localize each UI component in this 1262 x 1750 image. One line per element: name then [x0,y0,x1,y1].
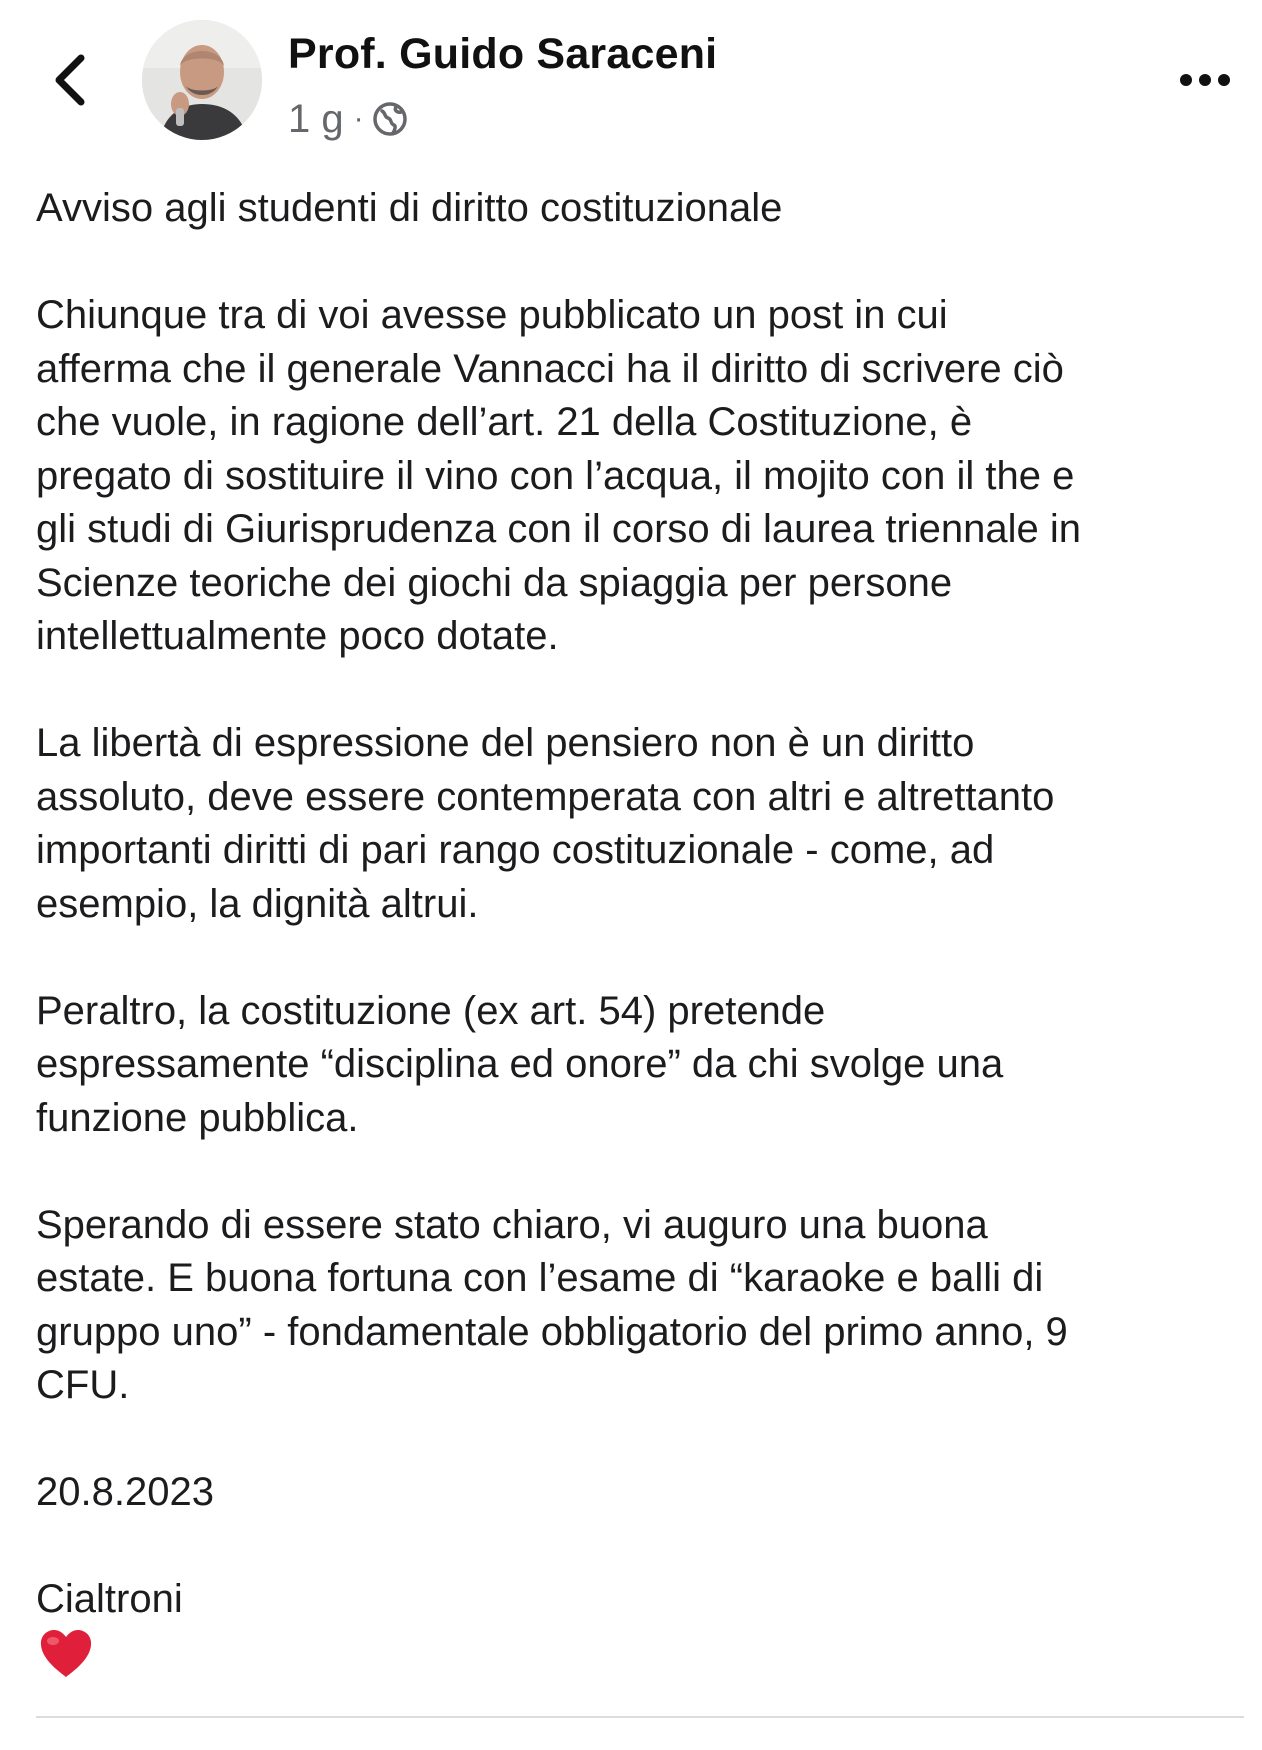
post-date: 20.8.2023 [36,1470,214,1514]
post-text-line: funzione pubblica. [36,1095,359,1140]
post-text-line: esempio, la dignità altrui. [36,881,479,926]
post-text-line: Scienze teoriche dei giochi da spiaggia per persone [36,560,953,605]
paragraph-gap [36,236,1246,290]
post-text-line: pregato di sostituire il vino con l’acqua, il mojito con il the e [36,453,1075,498]
post-text-line: espressamente “disciplina ed onore” da chi svolge una [36,1042,1004,1086]
paragraph-gap [36,1145,1246,1199]
post-text-line: gli studi di Giurisprudenza con il corso di laurea triennale in [36,507,1081,551]
post-text-line: estate. E buona fortuna con l’esame di “karaoke e balli di [36,1256,1044,1300]
back-button[interactable] [44,50,96,110]
avatar-photo [142,20,262,140]
paragraph-gap [36,1413,1246,1467]
paragraph-gap [36,664,1246,718]
post-text-line: Peraltro, la costituzione (ex art. 54) pretende [36,988,826,1033]
post-divider [36,1716,1244,1718]
post-text-line: intellettualmente poco dotate. [36,614,559,658]
author-name[interactable]: Prof. Guido Saraceni [288,30,718,78]
post-text-line: importanti diritti di pari rango costituzionale - come, ad [36,828,995,872]
post-text-line: assoluto, deve essere contemperata con altri e altrettanto [36,774,1055,819]
post-text-line: CFU. [36,1363,130,1407]
post-header [0,0,1262,160]
post-text-line: Sperando di essere stato chiaro, vi auguro una buona [36,1202,988,1247]
author-avatar[interactable] [142,20,262,140]
post-signoff: Cialtroni [36,1577,183,1621]
post-heading: Avviso agli studenti di diritto costituzionale [36,186,783,230]
more-options-button[interactable] [1175,62,1235,98]
meta-separator: · [353,102,364,135]
chevron-left-icon [53,54,87,106]
post-text-line: Chiunque tra di voi avesse pubblicato un post in cui [36,293,948,337]
more-options-icon [1179,73,1231,87]
post-text-line: che vuole, in ragione dell’art. 21 della Costituzione, è [36,400,973,444]
post-meta [288,94,408,144]
post-text-line: La libertà di espressione del pensiero non è un diritto [36,721,975,765]
post-timestamp[interactable]: 1 g [288,96,344,141]
heart-icon [38,1628,94,1680]
globe-icon [372,101,408,137]
paragraph-gap [36,1520,1246,1574]
paragraph-gap [36,931,1246,985]
post-text-line: afferma che il generale Vannacci ha il diritto di scrivere ciò [36,346,1064,391]
post-text-line: gruppo uno” - fondamentale obbligatorio del primo anno, 9 [36,1309,1068,1354]
post-body [36,182,1246,1627]
